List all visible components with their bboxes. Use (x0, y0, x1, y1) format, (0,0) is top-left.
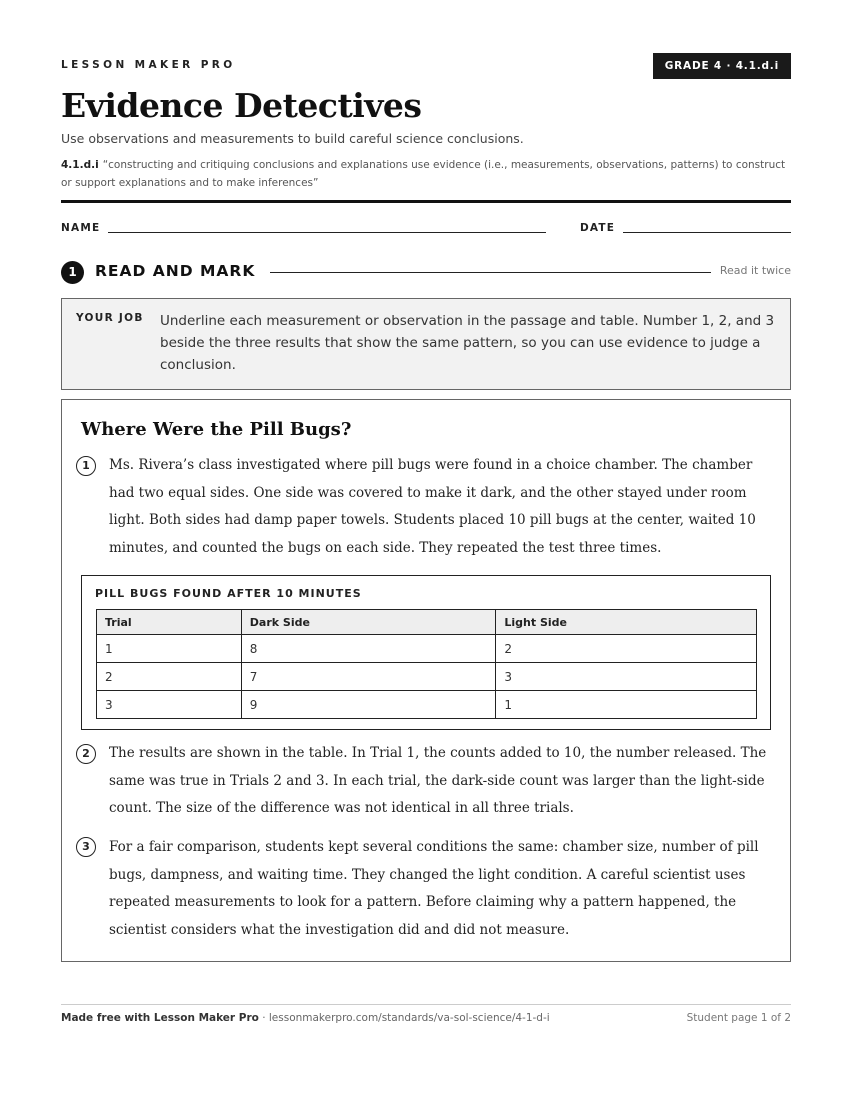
paragraph-number-3: 3 (76, 837, 96, 857)
name-label: NAME (61, 222, 101, 234)
passage-title: Where Were the Pill Bugs? (81, 419, 352, 440)
table-cell: 1 (496, 691, 757, 719)
page-subtitle: Use observations and measurements to build careful science conclusions. (61, 131, 524, 146)
table-header-row (97, 610, 757, 635)
paragraph-number-1: 1 (76, 456, 96, 476)
date-field[interactable] (623, 232, 791, 233)
section-divider (270, 272, 711, 273)
date-label: DATE (580, 222, 616, 234)
table-row (97, 635, 757, 663)
footer-page-number: Student page 1 of 2 (686, 1012, 791, 1024)
section-header (61, 260, 791, 284)
table-cell: 8 (241, 635, 496, 663)
brand-name: LESSON MAKER PRO (61, 59, 236, 71)
standard-code: 4.1.d.i (61, 159, 99, 171)
footer-url[interactable]: · lessonmakerpro.com/standards/va-sol-science/4-1-d-i (258, 1012, 550, 1024)
section-note: Read it twice (719, 264, 791, 277)
table-cell: 3 (97, 691, 242, 719)
table-cell: 7 (241, 663, 496, 691)
table-header-cell: Trial (97, 610, 242, 635)
grade-badge: GRADE 4 · 4.1.d.i (653, 53, 791, 79)
header-divider (61, 200, 791, 203)
table-cell: 9 (241, 691, 496, 719)
name-field[interactable] (108, 232, 546, 233)
table-caption: PILL BUGS FOUND AFTER 10 MINUTES (95, 587, 362, 600)
table-cell: 2 (97, 663, 242, 691)
table-cell: 1 (97, 635, 242, 663)
paragraph-number-2: 2 (76, 744, 96, 764)
table-header-cell: Light Side (496, 610, 757, 635)
section-title: READ AND MARK (95, 262, 256, 280)
name-date-row (61, 222, 791, 236)
pill-bug-table (96, 609, 757, 719)
page-title: Evidence Detectives (61, 86, 422, 125)
table-row (97, 663, 757, 691)
paragraph-2: The results are shown in the table. In Trial 1, the counts added to 10, the number released. The same was true in Trials 2 and 3. In each trial, the dark-side count was larger than the light-side count. The size of the difference was not identical in all three trials. (109, 745, 767, 816)
table-cell: 3 (496, 663, 757, 691)
footer-made-by: Made free with Lesson Maker Pro (61, 1012, 259, 1024)
paragraph-1: Ms. Rivera’s class investigated where pill bugs were found in a choice chamber. The chamber had two equal sides. One side was covered to make it dark, and the other stayed under room light. Both sides had damp paper towels. Students placed 10 pill bugs at the center, waited 10 minutes, and counted the bugs on each side. They repeated the test three times. (109, 457, 756, 556)
table-row (97, 691, 757, 719)
section-number-badge: 1 (61, 261, 84, 284)
reading-passage (61, 399, 791, 962)
data-table-frame (81, 575, 771, 730)
standard-description (61, 156, 791, 192)
table-header-cell: Dark Side (241, 610, 496, 635)
footer-divider (61, 1004, 791, 1005)
table-cell: 2 (496, 635, 757, 663)
instructions-label: YOUR JOB (76, 312, 144, 324)
instructions-box (61, 298, 791, 390)
paragraph-3: For a fair comparison, students kept several conditions the same: chamber size, number of pill bugs, dampness, and waiting time. They changed the light condition. A careful scientist uses repeated measurements to look for a pattern. Before claiming why a pattern happened, the scientist considers what the investigation did and did not measure. (109, 839, 759, 938)
instructions-text: Underline each measurement or observation in the passage and table. Number 1, 2, and 3 beside the three results that show the same pattern, so you can use evidence to judge a conclusion. (160, 313, 775, 373)
standard-text: “constructing and critiquing conclusions and explanations use evidence (i.e., measurements, observations, patterns) to construct or support explanations and to make inferences” (61, 159, 786, 189)
footer-credit (61, 1012, 550, 1024)
